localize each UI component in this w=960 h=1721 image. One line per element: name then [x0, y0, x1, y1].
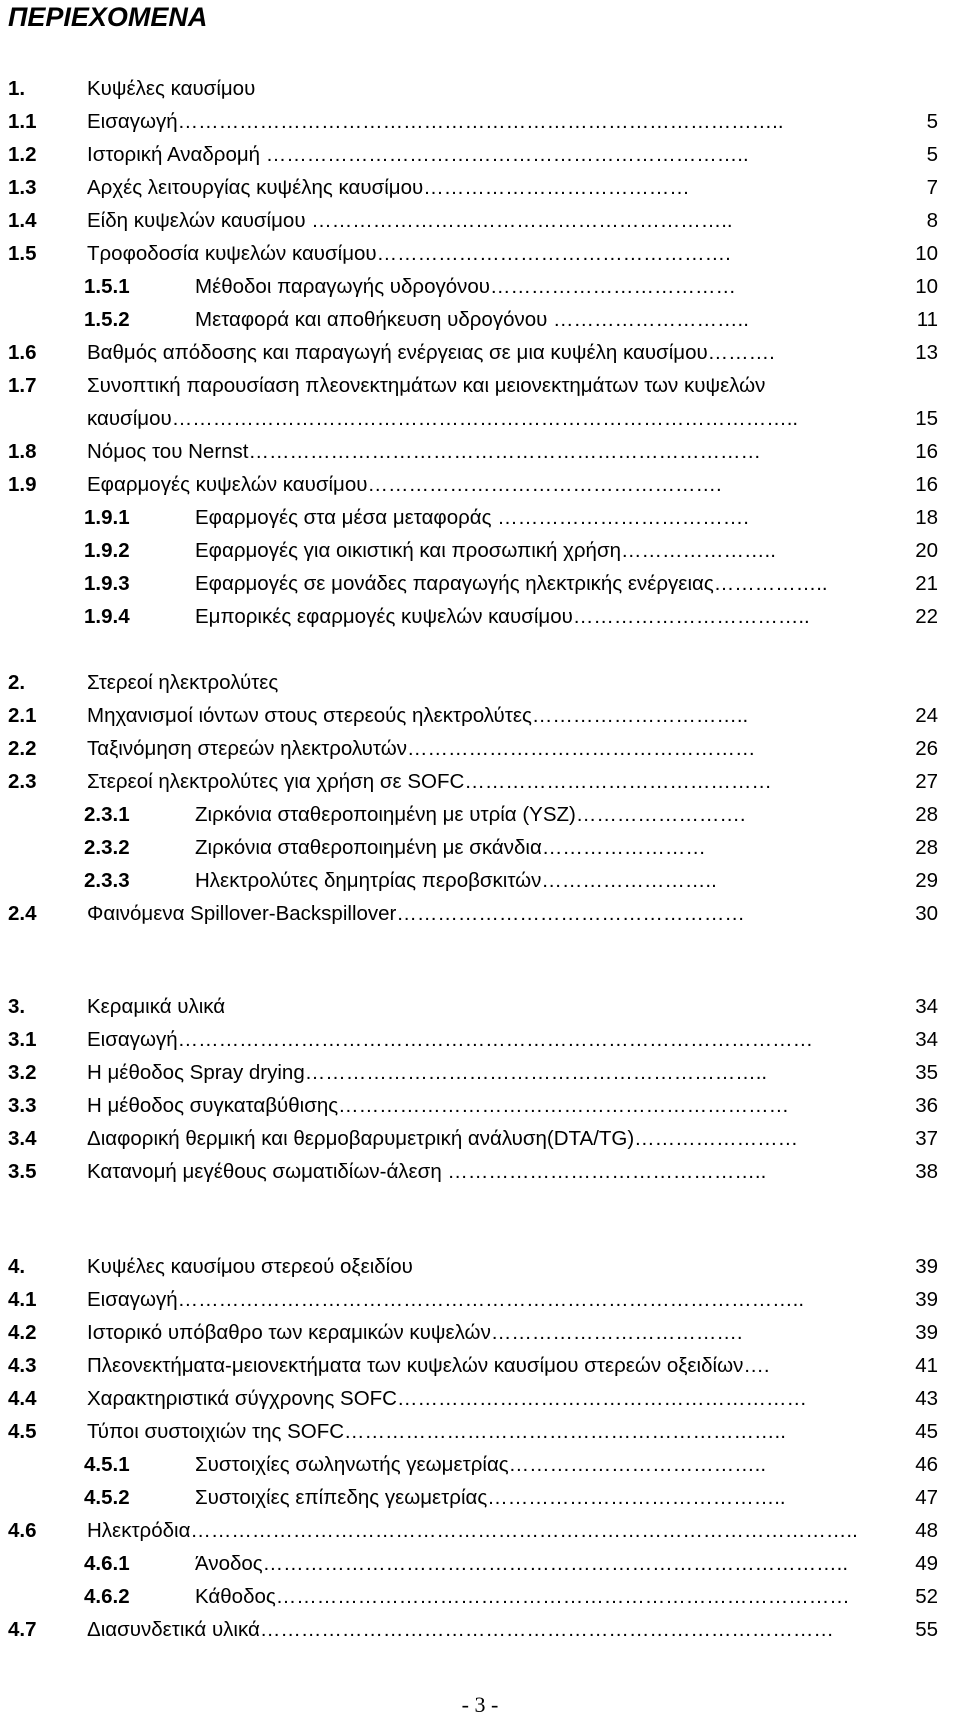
toc-entry-number: 2.3.3 [84, 869, 130, 892]
toc-entry-page: 38 [915, 1160, 938, 1183]
toc-entry-page: 36 [915, 1094, 938, 1117]
toc-entry [0, 369, 960, 402]
toc-entry-title: Κάθοδος………………………………………………………………………… [195, 1585, 850, 1608]
toc-entry [0, 270, 960, 303]
toc-entry-page: 11 [916, 308, 938, 331]
toc-entry-page: 27 [915, 770, 938, 793]
toc-entry-page: 26 [915, 737, 938, 760]
toc-entry [0, 1613, 960, 1646]
toc-entry [0, 732, 960, 765]
toc-entry [0, 1056, 960, 1089]
toc-entry [0, 1122, 960, 1155]
toc-entry-page: 52 [915, 1585, 938, 1608]
toc-entry-number: 1.4 [8, 209, 37, 232]
toc-entry-number: 4. [8, 1255, 26, 1278]
toc-entry-number: 1.1 [8, 110, 37, 133]
toc-entry-number: 2.3.1 [84, 803, 130, 826]
toc-entry-number: 3.5 [8, 1160, 37, 1183]
toc-entry [0, 699, 960, 732]
toc-entry [0, 303, 960, 336]
toc-entry [0, 864, 960, 897]
toc-entry-page: 55 [915, 1618, 938, 1641]
toc-entry-page: 28 [915, 836, 938, 859]
toc-entry [0, 501, 960, 534]
toc-entry-title: Εφαρμογές στα μέσα μεταφοράς ………………………………. [195, 506, 749, 529]
toc-entry-title: Στερεοί ηλεκτρολύτες για χρήση σε SOFC……………………………………… [87, 770, 772, 793]
toc-entry-number: 2.2 [8, 737, 37, 760]
page-title: ΠΕΡΙΕΧΟΜΕΝΑ [8, 2, 208, 32]
toc-entry-title: Ζιρκόνια σταθεροποιημένη με υτρία (YSZ)……………………. [195, 803, 746, 826]
toc-entry-number: 3.4 [8, 1127, 37, 1150]
toc-entry-page: 8 [926, 209, 938, 232]
toc-entry [0, 1514, 960, 1547]
toc-entry [0, 336, 960, 369]
toc-entry [0, 1448, 960, 1481]
toc-entry-title: Η μέθοδος Spray drying………………………………………………………….. [87, 1061, 768, 1084]
toc-entry-page: 47 [915, 1486, 938, 1509]
toc-entry [0, 1023, 960, 1056]
toc-entry-number: 1.9 [8, 473, 37, 496]
toc-entry-title: Τροφοδοσία κυψελών καυσίμου……………………………………………. [87, 242, 731, 265]
toc-entry [0, 534, 960, 567]
toc-entry [0, 72, 960, 105]
toc-entry-number: 2.4 [8, 902, 37, 925]
toc-entry-title: Ζιρκόνια σταθεροποιημένη με σκάνδια…………………… [195, 836, 706, 859]
toc-entry [0, 402, 960, 435]
toc-entry-title: Ιστορικό υπόβαθρο των κεραμικών κυψελών………………………………. [87, 1321, 743, 1344]
toc-entry-page: 10 [915, 275, 938, 298]
toc-entry-page: 39 [915, 1321, 938, 1344]
toc-entry-page: 21 [915, 572, 938, 595]
toc-entry-number: 2. [8, 671, 26, 694]
toc-entry [0, 1283, 960, 1316]
toc-entry-page: 16 [915, 473, 938, 496]
toc-entry-number: 1.2 [8, 143, 37, 166]
toc-entry-title: Πλεονεκτήματα-μειονεκτήματα των κυψελών καυσίμου στερεών οξειδίων…. [87, 1354, 770, 1377]
toc-entry-title: Διασυνδετικά υλικά………………………………………………………………………… [87, 1618, 834, 1641]
toc-entry-title: Στερεοί ηλεκτρολύτες [87, 671, 279, 694]
toc-entry-page: 5 [926, 110, 938, 133]
toc-entry-title: Η μέθοδος συγκαταβύθισης………………………………………………………… [87, 1094, 790, 1117]
toc-entry-page: 16 [915, 440, 938, 463]
toc-entry-page: 5 [926, 143, 938, 166]
toc-entry-title: Εισαγωγή…………………………………………………………………………….. [87, 110, 784, 133]
toc-entry-page: 29 [915, 869, 938, 892]
toc-entry-title: Άνοδος………………………………………………………………………….. [195, 1552, 849, 1575]
toc-entry-number: 1.5.1 [84, 275, 130, 298]
toc-entry [0, 1547, 960, 1580]
toc-entry-page: 48 [915, 1519, 938, 1542]
toc-entry-number: 3.3 [8, 1094, 37, 1117]
toc-entry-number: 1.5.2 [84, 308, 130, 331]
toc-entry-title: Εμπορικές εφαρμογές κυψελών καυσίμου…………………………….. [195, 605, 810, 628]
toc-entry-number: 1.6 [8, 341, 37, 364]
toc-entry-title: Μέθοδοι παραγωγής υδρογόνου……………………………… [195, 275, 736, 298]
toc-entry-page: 39 [915, 1255, 938, 1278]
toc-entry-title: Ηλεκτρολύτες δημητρίας περοβσκιτών…………………….. [195, 869, 717, 892]
toc-entry-number: 1. [8, 77, 26, 100]
toc-entry-number: 4.2 [8, 1321, 37, 1344]
toc-entry [0, 1580, 960, 1613]
toc-entry [0, 171, 960, 204]
toc-entry [0, 600, 960, 633]
toc-entry-page: 30 [915, 902, 938, 925]
toc-entry [0, 666, 960, 699]
toc-entry-title: Κατανομή μεγέθους σωματιδίων-άλεση ……………………………………….. [87, 1160, 767, 1183]
toc-entry-page: 24 [915, 704, 938, 727]
toc-entry-title: Συστοιχίες σωληνωτής γεωμετρίας……………………………….. [195, 1453, 767, 1476]
toc-entry-number: 1.3 [8, 176, 37, 199]
toc-entry-title: Τύποι συστοιχιών της SOFC……………………………………………………….. [87, 1420, 786, 1443]
toc-entry [0, 798, 960, 831]
toc-entry-page: 20 [915, 539, 938, 562]
toc-entry-page: 7 [926, 176, 938, 199]
toc-entry-number: 1.9.2 [84, 539, 130, 562]
toc-entry-number: 1.7 [8, 374, 37, 397]
toc-entry-title: Ηλεκτρόδια…………………………………………………………………………………….. [87, 1519, 858, 1542]
toc-entry-page: 35 [915, 1061, 938, 1084]
toc-entry-number: 1.9.1 [84, 506, 130, 529]
toc-entry [0, 1250, 960, 1283]
toc-entry-number: 4.5.2 [84, 1486, 130, 1509]
toc-entry [0, 237, 960, 270]
toc-entry [0, 990, 960, 1023]
toc-entry-number: 2.1 [8, 704, 37, 727]
toc-entry [0, 204, 960, 237]
toc-entry-number: 4.5.1 [84, 1453, 130, 1476]
toc-entry-title: Συστοιχίες επίπεδης γεωμετρίας…………………………………….. [195, 1486, 786, 1509]
toc-entry-page: 45 [915, 1420, 938, 1443]
toc-entry-number: 4.7 [8, 1618, 37, 1641]
toc-entry-title: Εισαγωγή……………………………………………………………………………….. [87, 1288, 805, 1311]
toc-entry-number: 1.8 [8, 440, 37, 463]
toc-entry-number: 4.6.1 [84, 1552, 130, 1575]
toc-entry-page: 34 [915, 1028, 938, 1051]
toc-entry-page: 37 [915, 1127, 938, 1150]
toc-entry [0, 1349, 960, 1382]
toc-entry-number: 2.3 [8, 770, 37, 793]
toc-entry [0, 1316, 960, 1349]
toc-entry-title: Χαρακτηριστικά σύγχρονης SOFC…………………………………………………… [87, 1387, 807, 1410]
toc-entry-page: 10 [915, 242, 938, 265]
toc-entry-title: Μεταφορά και αποθήκευση υδρογόνου ……………………….. [195, 308, 749, 331]
toc-entry-number: 1.5 [8, 242, 37, 265]
toc-entry [0, 138, 960, 171]
toc-entry-title: Ιστορική Αναδρομή …………………………………………………………….. [87, 143, 749, 166]
toc-entry [0, 1481, 960, 1514]
toc-entry-title: Διαφορική θερμική και θερμοβαρυμετρική ανάλυση(DTA/TG)…………………… [87, 1127, 799, 1150]
page-number: - 3 - [461, 1692, 499, 1717]
toc-entry [0, 831, 960, 864]
toc-entry [0, 1155, 960, 1188]
toc-entry [0, 765, 960, 798]
toc-entry-number: 3. [8, 995, 26, 1018]
toc-entry-title: Κυψέλες καυσίμου στερεού οξειδίου [87, 1255, 413, 1278]
toc-entry-page: 18 [915, 506, 938, 529]
toc-entry-title: Είδη κυψελών καυσίμου …………………………………………………….. [87, 209, 733, 232]
toc-entry-page: 28 [915, 803, 938, 826]
toc-entry-number: 3.1 [8, 1028, 37, 1051]
toc-entry-title: Κυψέλες καυσίμου [87, 77, 256, 100]
toc-entry-title: Αρχές λειτουργίας κυψέλης καυσίμου………………………………… [87, 176, 690, 199]
toc-entry-page: 41 [915, 1354, 938, 1377]
toc-entry-title: καυσίμου……………………………………………………………………………….. [87, 407, 799, 430]
toc-entry-page: 39 [915, 1288, 938, 1311]
toc-entry [0, 567, 960, 600]
toc-entry-title: Κεραμικά υλικά [87, 995, 226, 1018]
toc-entry-title: Μηχανισμοί ιόντων στους στερεούς ηλεκτρολύτες………………………….. [87, 704, 749, 727]
toc-entry-title: Φαινόμενα Spillover-Backspillover…………………………………………… [87, 902, 745, 925]
toc-entry [0, 1415, 960, 1448]
toc-entry-page: 22 [915, 605, 938, 628]
toc-entry-title: Εφαρμογές κυψελών καυσίμου……………………………………………. [87, 473, 722, 496]
toc-entry-page: 43 [915, 1387, 938, 1410]
toc-entry-page: 15 [915, 407, 938, 430]
toc-entry-title: Εφαρμογές για οικιστική και προσωπική χρήση………………….. [195, 539, 776, 562]
toc-entry-page: 46 [915, 1453, 938, 1476]
toc-entry-page: 13 [915, 341, 938, 364]
toc-entry-number: 4.5 [8, 1420, 37, 1443]
toc-entry-title: Εφαρμογές σε μονάδες παραγωγής ηλεκτρικής ενέργειας…………….. [195, 572, 828, 595]
toc-entry [0, 1382, 960, 1415]
toc-entry [0, 468, 960, 501]
toc-entry-number: 3.2 [8, 1061, 37, 1084]
toc-entry-number: 4.6 [8, 1519, 37, 1542]
toc-entry [0, 105, 960, 138]
toc-entry-number: 2.3.2 [84, 836, 130, 859]
toc-entry-title: Βαθμός απόδοσης και παραγωγή ενέργειας σε μια κυψέλη καυσίμου………. [87, 341, 775, 364]
toc-entry-page: 34 [915, 995, 938, 1018]
toc-entry-page: 49 [915, 1552, 938, 1575]
toc-entry-title: Συνοπτική παρουσίαση πλεονεκτημάτων και μειονεκτημάτων των κυψελών [87, 374, 766, 397]
toc-entry [0, 435, 960, 468]
toc-entry-number: 4.4 [8, 1387, 37, 1410]
toc-entry-number: 1.9.4 [84, 605, 130, 628]
toc-entry-title: Εισαγωγή………………………………………………………………………………… [87, 1028, 814, 1051]
toc-entry-number: 4.3 [8, 1354, 37, 1377]
toc-entry-number: 1.9.3 [84, 572, 130, 595]
toc-entry [0, 897, 960, 930]
toc-entry [0, 1089, 960, 1122]
toc-entry-number: 4.1 [8, 1288, 37, 1311]
toc-entry-title: Ταξινόμηση στερεών ηλεκτρολυτών…………………………………………… [87, 737, 756, 760]
toc-entry-number: 4.6.2 [84, 1585, 130, 1608]
toc-entry-title: Νόμος του Nernst………………………………………………………………… [87, 440, 761, 463]
